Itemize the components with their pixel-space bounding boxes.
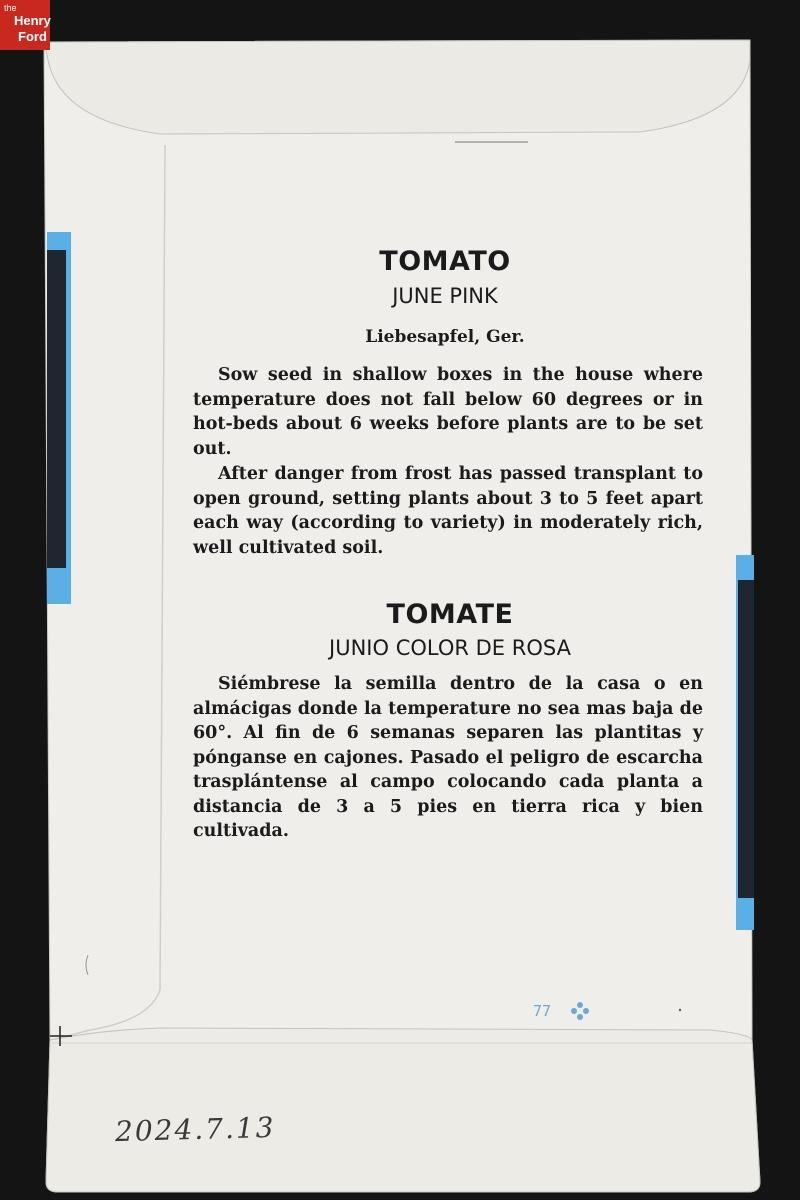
logo-line-henry: Henry xyxy=(14,13,51,28)
logo-line-the: the xyxy=(4,3,17,13)
english-paragraph-1 xyxy=(193,363,703,461)
english-paragraph-2 xyxy=(193,462,703,560)
left-dark-tape xyxy=(47,250,66,568)
english-title: TOMATO xyxy=(379,246,511,277)
bottom-flap xyxy=(46,1028,760,1192)
german-name: Liebesapfel, Ger. xyxy=(365,327,525,347)
spanish-title: TOMATE xyxy=(386,599,514,630)
spanish-paragraph-1 xyxy=(193,672,703,844)
english-paragraph-2-text: After danger from frost has passed transplant to open ground, setting plants about 3 to 5 feet apart each way (according to variety) in moderately rich, well cultivated soil. xyxy=(193,464,703,558)
spanish-paragraph-1-text: Siémbrese la semilla dentro de la casa o en almácigas donde la temperature no sea mas baja de 60°. Al fin de 6 semanas separen las plantitas y pónganse en cajones. Pasado el peligro de escarcha trasplántense al campo colocando cada planta a distancia de 3 a 5 pies en tierra rica y bien cultivada. xyxy=(193,674,703,841)
english-paragraph-1-text: Sow seed in shallow boxes in the house where temperature does not fall below 60 degrees or in hot-beds about 6 weeks before plants are to be set out. xyxy=(193,365,703,459)
right-dark-tape xyxy=(738,580,754,898)
printer-code: 77 xyxy=(533,1002,552,1020)
english-variety: JUNE PINK xyxy=(392,284,498,308)
spanish-variety: JUNIO COLOR DE ROSA xyxy=(329,636,571,660)
accession-number: 2024.7.13 xyxy=(114,1110,276,1149)
logo-line-ford: Ford xyxy=(18,29,47,44)
top-flap xyxy=(44,40,750,134)
henry-ford-logo xyxy=(0,0,50,50)
